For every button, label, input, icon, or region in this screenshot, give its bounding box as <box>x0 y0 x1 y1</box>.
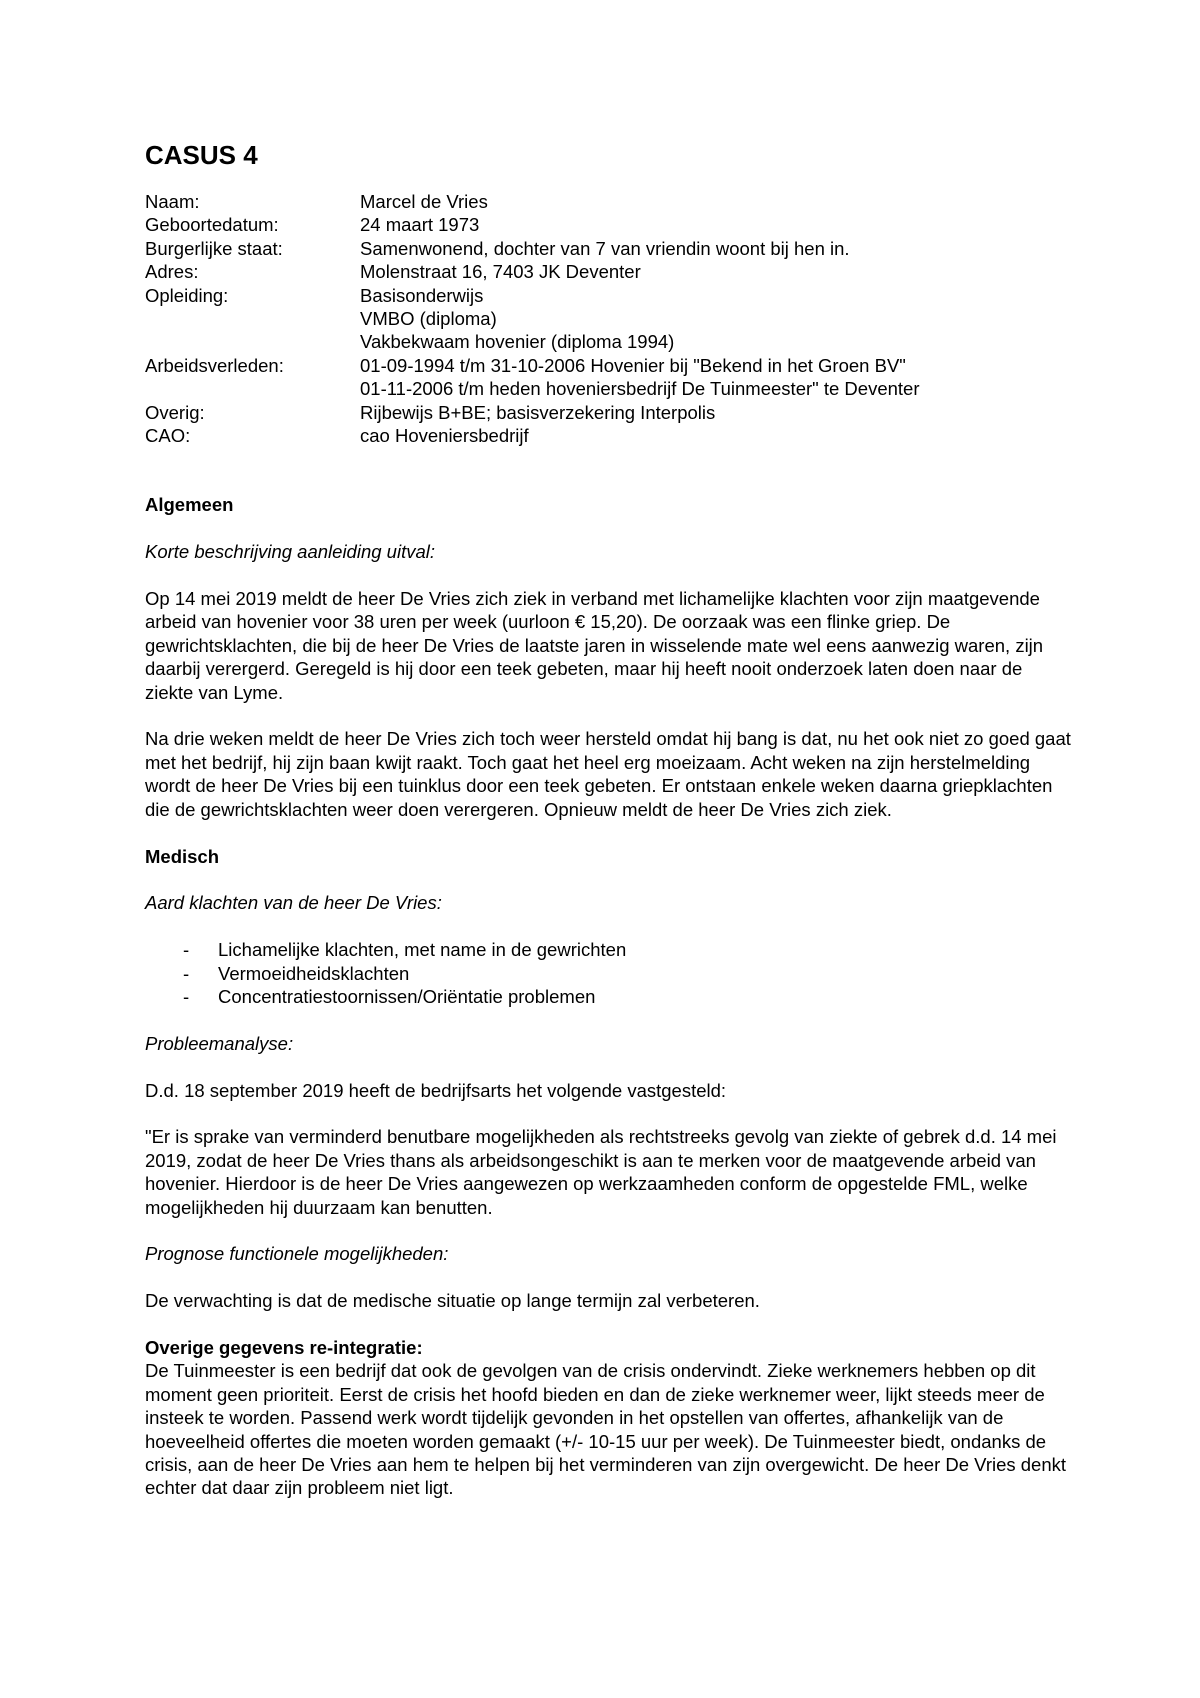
info-value-opleiding <box>360 284 1075 354</box>
info-label-overig: Overig: <box>145 401 205 423</box>
info-label-geboortedatum: Geboortedatum: <box>145 214 279 236</box>
paragraph-ziekmelding: Op 14 mei 2019 meldt de heer De Vries zich ziek in verband met lichamelijke klachten voor zijn maatgevende arbeid van hovenier voor 38 uren per week (uurloon € 15,20). De oorzaak was een flinke griep. De gewrichtsklachten, die bij de heer De Vries de laatste jaren in wisselende mate wel eens aanwezig waren, zijn daarbij verergerd. Geregeld is hij door een teek gebeten, maar hij heeft nooit onderzoek laten doen naar de ziekte van Lyme. <box>145 588 1044 703</box>
section-heading-overige-gegevens: Overige gegevens re-integratie: <box>145 1336 423 1358</box>
paragraph-analysis-intro: D.d. 18 september 2019 heeft de bedrijfsarts het volgende vastgesteld: <box>145 1079 727 1101</box>
info-value-line: Vakbekwaam hovenier (diploma 1994) <box>360 331 675 353</box>
info-label-naam: Naam: <box>145 191 200 212</box>
info-value-line: 24 maart 1973 <box>360 214 480 236</box>
info-value-line: Rijbewijs B+BE; basisverzekering Interpolis <box>360 401 716 423</box>
list-item-text: Lichamelijke klachten, met name in de gewrichten <box>218 939 627 961</box>
list-item <box>183 938 1075 961</box>
paragraph-herstelmelding: Na drie weken meldt de heer De Vries zich toch weer hersteld omdat hij bang is dat, nu het ook niet zo goed gaat met het bedrijf, hij zijn baan kwijt raakt. Toch gaat het heel erg moeizaam. Acht weken na zijn herstelmelding wordt de heer De Vries bij een tuinklus door een teek gebeten. Er ontstaan enkele weken daarna griepklachten die de gewrichtsklachten weer doen verergeren. Opnieuw meldt de heer De Vries zich ziek. <box>145 728 1071 820</box>
info-label-arbeidsverleden: Arbeidsverleden: <box>145 354 284 376</box>
section-heading-algemeen: Algemeen <box>145 494 234 516</box>
info-value-burgerlijke-staat <box>360 237 1075 260</box>
subheading-aard-klachten: Aard klachten van de heer De Vries: <box>145 892 442 914</box>
document-page <box>145 140 1075 1500</box>
bullet-dash: - <box>183 939 190 961</box>
info-label-cao: CAO: <box>145 425 191 447</box>
info-label-adres: Adres: <box>145 261 199 283</box>
info-value-line: Samenwonend, dochter van 7 van vriendin woont bij hen in. <box>360 237 850 259</box>
list-item <box>183 962 1075 985</box>
paragraph-overige-gegevens: De Tuinmeester is een bedrijf dat ook de gevolgen van de crisis ondervindt. Zieke werknemers hebben op dit moment geen prioriteit. Eerst de crisis het hoofd bieden en dan de zieke werknemer weer, lijkt steeds meer de insteek te worden. Passend werk wordt tijdelijk gevonden in het opstellen van offertes, afhankelijk van de hoeveelheid offertes die moeten worden gemaakt (+/- 10-15 uur per week). De Tuinmeester biedt, ondanks de crisis, aan de heer De Vries aan hem te helpen bij het verminderen van zijn overgewicht. De heer De Vries denkt echter dat daar zijn probleem niet ligt. <box>145 1360 1067 1499</box>
info-value-line: Basisonderwijs <box>360 284 484 306</box>
info-value-geboortedatum <box>360 213 1075 236</box>
info-value-line: Molenstraat 16, 7403 JK Deventer <box>360 261 641 283</box>
info-value-line: VMBO (diploma) <box>360 308 497 330</box>
info-label-opleiding: Opleiding: <box>145 284 229 306</box>
bullet-dash: - <box>183 962 190 984</box>
subheading-probleemanalyse: Probleemanalyse: <box>145 1032 294 1054</box>
info-value-arbeidsverleden <box>360 354 1075 401</box>
section-heading-medisch: Medisch <box>145 845 220 867</box>
paragraph-analysis-quote: "Er is sprake van verminderd benutbare mogelijkheden als rechtstreeks gevolg van ziekte of gebrek d.d. 14 mei 2019, zodat de heer De Vries thans als arbeidsongeschikt is aan te merken voor de maatgevende arbeid van hovenier. Hierdoor is de heer De Vries aangewezen op werkzaamheden conform de opgestelde FML, welke mogelijkheden hij duurzaam kan benutten. <box>145 1126 1057 1218</box>
document-title: CASUS 4 <box>145 140 258 170</box>
list-item-text: Vermoeidheidsklachten <box>218 962 410 984</box>
personal-info-table <box>145 190 1075 447</box>
info-value-line: 01-11-2006 t/m heden hoveniersbedrijf De Tuinmeester" te Deventer <box>360 378 920 400</box>
info-value-adres <box>360 260 1075 283</box>
info-value-naam <box>360 190 1075 213</box>
info-value-line: 01-09-1994 t/m 31-10-2006 Hovenier bij "Bekend in het Groen BV" <box>360 354 906 376</box>
complaints-list <box>145 938 1075 1008</box>
info-value-cao <box>360 424 1075 447</box>
subheading-aanleiding-uitval: Korte beschrijving aanleiding uitval: <box>145 541 436 563</box>
info-value-line: cao Hoveniersbedrijf <box>360 425 529 447</box>
bullet-dash: - <box>183 985 190 1007</box>
info-label-burgerlijke-staat: Burgerlijke staat: <box>145 237 283 259</box>
info-value-overig <box>360 401 1075 424</box>
list-item-text: Concentratiestoornissen/Oriëntatie problemen <box>218 985 596 1007</box>
list-item <box>183 985 1075 1008</box>
subheading-prognose: Prognose functionele mogelijkheden: <box>145 1243 449 1265</box>
info-value-line: Marcel de Vries <box>360 191 488 212</box>
paragraph-prognose: De verwachting is dat de medische situatie op lange termijn zal verbeteren. <box>145 1290 760 1312</box>
